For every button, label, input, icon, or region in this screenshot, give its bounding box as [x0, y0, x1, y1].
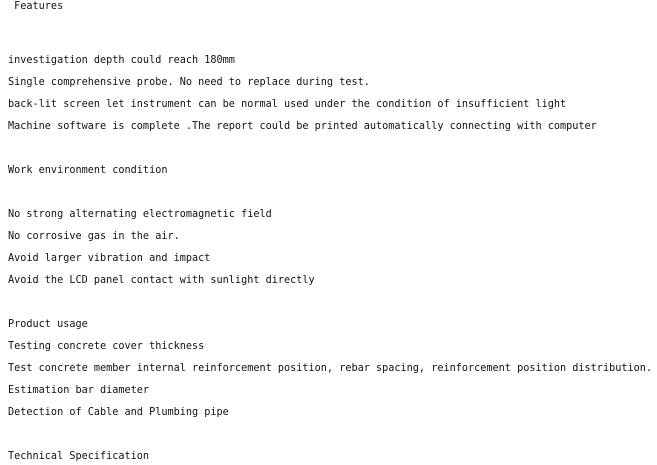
product-usage-item: Testing concrete cover thickness — [8, 341, 205, 352]
features-item: investigation depth could reach 180mm — [8, 55, 235, 66]
product-usage-item: Test concrete member internal reinforcement position, rebar spacing, reinforcement position distribution. — [8, 363, 653, 374]
work-environment-item: No strong alternating electromagnetic field — [8, 209, 272, 220]
product-usage-heading: Product usage — [8, 319, 88, 330]
features-heading: Features — [8, 1, 64, 12]
work-environment-item: No corrosive gas in the air. — [8, 231, 180, 242]
product-usage-item: Detection of Cable and Plumbing pipe — [8, 407, 229, 418]
technical-specification-heading: Technical Specification — [8, 451, 150, 462]
work-environment-item: Avoid larger vibration and impact — [8, 253, 211, 264]
features-item: back-lit screen let instrument can be normal used under the condition of insufficient light — [8, 99, 567, 110]
features-item: Machine software is complete .The report could be printed automatically connecting with computer — [8, 121, 597, 132]
product-usage-item: Estimation bar diameter — [8, 385, 150, 396]
features-item: Single comprehensive probe. No need to replace during test. — [8, 77, 370, 88]
work-environment-heading: Work environment condition — [8, 165, 168, 176]
work-environment-item: Avoid the LCD panel contact with sunlight directly — [8, 275, 315, 286]
